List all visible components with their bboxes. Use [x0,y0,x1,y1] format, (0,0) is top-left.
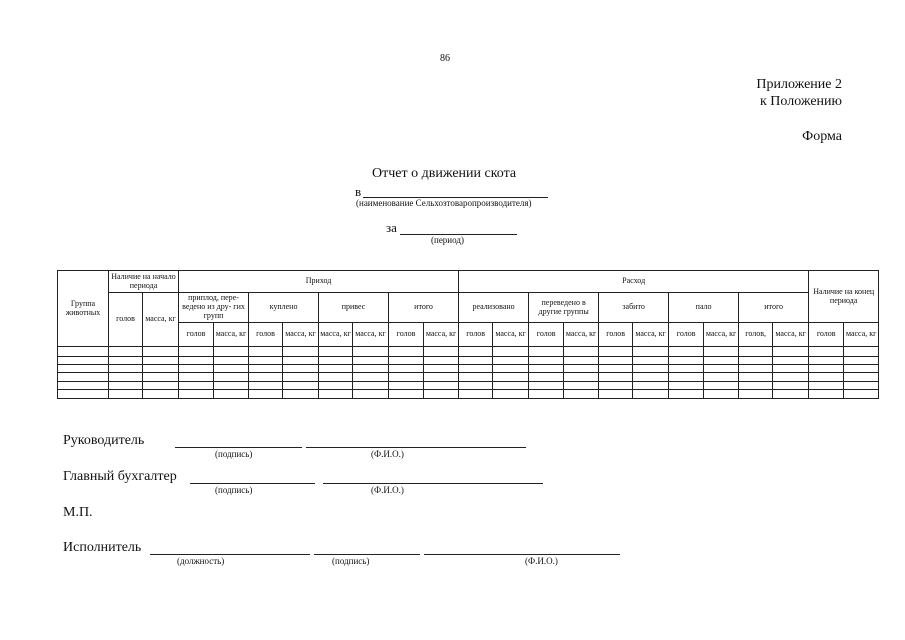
sub-heads: голов [669,323,704,347]
table-cell[interactable] [529,390,564,399]
table-cell[interactable] [143,373,179,382]
table-cell[interactable] [143,382,179,390]
table-cell[interactable] [844,382,879,390]
manager-name-field[interactable] [306,447,526,448]
table-cell[interactable] [529,373,564,382]
table-cell[interactable] [493,382,529,390]
table-cell[interactable] [739,382,773,390]
table-cell[interactable] [214,347,249,357]
header-expense-sold: реализовано [459,293,529,323]
table-cell[interactable] [353,365,389,373]
table-cell[interactable] [564,357,599,365]
form-label: Форма [802,129,842,144]
sub-mass: масса, кг [773,323,809,347]
table-cell[interactable] [58,382,109,390]
sub-heads: голов [179,323,214,347]
table-cell[interactable] [809,382,844,390]
table-cell[interactable] [214,390,249,399]
header-income-offspring: приплод, пере- ведено из дру- гих групп [179,293,249,323]
producer-caption: (наименование Сельхозтоваропроизводителя) [356,198,532,208]
table-cell[interactable] [459,382,493,390]
table-cell[interactable] [809,357,844,365]
table-cell[interactable] [143,347,179,357]
sub-heads: голов [249,323,283,347]
table-row [58,357,879,365]
table-cell[interactable] [283,390,319,399]
table-cell[interactable] [179,373,214,382]
sub-mass: масса, кг [704,323,739,347]
table-cell[interactable] [669,347,704,357]
table-cell[interactable] [283,373,319,382]
table-cell[interactable] [844,347,879,357]
executor-name-caption: (Ф.И.О.) [525,556,558,566]
table-cell[interactable] [459,373,493,382]
manager-name-caption: (Ф.И.О.) [371,449,404,459]
accountant-name-field[interactable] [323,483,543,484]
header-end-balance: Наличие на конец периода [809,271,879,323]
table-cell[interactable] [389,382,424,390]
executor-label: Исполнитель [63,540,142,555]
header-income-bought: куплено [249,293,319,323]
manager-signature-field[interactable] [175,447,302,448]
table-cell[interactable] [58,365,109,373]
table-cell[interactable] [319,382,353,390]
table-cell[interactable] [633,373,669,382]
table-cell[interactable] [739,373,773,382]
table-cell[interactable] [529,365,564,373]
table-cell[interactable] [809,373,844,382]
table-cell[interactable] [214,365,249,373]
table-cell[interactable] [844,390,879,399]
table-row [58,347,879,357]
table-cell[interactable] [564,365,599,373]
table-cell[interactable] [283,382,319,390]
table-cell[interactable] [109,347,143,357]
table-cell[interactable] [493,347,529,357]
table-cell[interactable] [353,357,389,365]
stamp-label: М.П. [63,505,93,520]
table-cell[interactable] [493,357,529,365]
table-cell[interactable] [283,357,319,365]
table-cell[interactable] [58,373,109,382]
table-cell[interactable] [564,373,599,382]
sub-heads: голов [599,323,633,347]
table-cell[interactable] [633,390,669,399]
table-cell[interactable] [389,373,424,382]
table-cell[interactable] [424,390,459,399]
table-cell[interactable] [704,347,739,357]
table-cell[interactable] [669,373,704,382]
table-cell[interactable] [389,347,424,357]
sub-mass: масса, кг [424,323,459,347]
table-cell[interactable] [319,357,353,365]
sub-mass: масса, кг [283,323,319,347]
table-row [58,382,879,390]
table-cell[interactable] [599,382,633,390]
sub-mass: масса, кг [844,323,879,347]
accountant-name-caption: (Ф.И.О.) [371,485,404,495]
table-cell[interactable] [179,390,214,399]
table-cell[interactable] [249,357,283,365]
table-cell[interactable] [669,390,704,399]
header-income-gain: привес [319,293,389,323]
appendix-line1: Приложение 2 [756,77,842,92]
executor-signature-field[interactable] [314,554,420,555]
table-cell[interactable] [633,365,669,373]
table-cell[interactable] [809,347,844,357]
table-row [58,373,879,382]
sub-mass: масса, кг [353,323,389,347]
table-cell[interactable] [353,373,389,382]
table-cell[interactable] [773,357,809,365]
table-row [58,390,879,399]
table-cell[interactable] [704,382,739,390]
table-cell[interactable] [493,373,529,382]
header-expense-slaughtered: забито [599,293,669,323]
sub-mass: масса, кг [564,323,599,347]
table-cell[interactable] [283,365,319,373]
table-cell[interactable] [633,347,669,357]
table-cell[interactable] [633,357,669,365]
table-cell[interactable] [459,347,493,357]
table-cell[interactable] [669,365,704,373]
chief-accountant-label: Главный бухгалтер [63,469,177,484]
sub-mass: масса, кг [493,323,529,347]
table-cell[interactable] [249,390,283,399]
report-title: Отчет о движении скота [372,166,517,181]
table-cell[interactable] [844,357,879,365]
table-cell[interactable] [633,382,669,390]
executor-name-field[interactable] [424,554,620,555]
table-cell[interactable] [599,347,633,357]
sub-heads-comma: голов, [739,323,773,347]
table-cell[interactable] [424,373,459,382]
sub-heads: голов [809,323,844,347]
executor-position-field[interactable] [150,554,310,555]
appendix-line2: к Положению [759,94,842,109]
table-cell[interactable] [109,382,143,390]
header-expense: Расход [459,271,809,293]
table-cell[interactable] [109,357,143,365]
table-cell[interactable] [564,382,599,390]
table-cell[interactable] [143,365,179,373]
table-cell[interactable] [353,382,389,390]
table-cell[interactable] [249,373,283,382]
manager-signature-caption: (подпись) [215,449,253,459]
table-cell[interactable] [58,390,109,399]
header-expense-died: пало [669,293,739,323]
table-cell[interactable] [739,390,773,399]
header-group: Группа животных [58,271,109,347]
table-cell[interactable] [249,382,283,390]
table-cell[interactable] [704,373,739,382]
table-cell[interactable] [669,382,704,390]
header-income: Приход [179,271,459,293]
table-cell[interactable] [704,365,739,373]
executor-position-caption: (должность) [177,556,225,566]
table-row [58,365,879,373]
table-cell[interactable] [214,357,249,365]
table-cell[interactable] [564,390,599,399]
sub-mass: масса, кг [633,323,669,347]
table-cell[interactable] [599,373,633,382]
table-cell[interactable] [424,347,459,357]
table-cell[interactable] [424,382,459,390]
table-cell[interactable] [459,357,493,365]
manager-label: Руководитель [63,433,145,448]
table-cell[interactable] [389,357,424,365]
table-cell[interactable] [599,365,633,373]
table-cell[interactable] [283,347,319,357]
table-cell[interactable] [809,390,844,399]
sub-mass: масса, кг [214,323,249,347]
table-cell[interactable] [669,357,704,365]
table-cell[interactable] [599,390,633,399]
table-cell[interactable] [773,373,809,382]
livestock-table [57,270,879,399]
table-cell[interactable] [773,365,809,373]
sub-heads: голов [529,323,564,347]
header-start-heads: голов [109,293,143,347]
table-cell[interactable] [319,347,353,357]
header-expense-transferred: переведено в другие группы [529,293,599,323]
table-cell[interactable] [529,347,564,357]
producer-prefix: в [355,184,362,199]
table-cell[interactable] [739,357,773,365]
table-cell[interactable] [739,347,773,357]
table-cell[interactable] [844,373,879,382]
accountant-signature-caption: (подпись) [215,485,253,495]
table-cell[interactable] [493,390,529,399]
table-cell[interactable] [319,373,353,382]
table-cell[interactable] [844,365,879,373]
table-cell[interactable] [704,390,739,399]
table-cell[interactable] [704,357,739,365]
table-cell[interactable] [109,365,143,373]
table-cell[interactable] [564,347,599,357]
table-cell[interactable] [529,357,564,365]
table-cell[interactable] [249,365,283,373]
table-cell[interactable] [109,373,143,382]
table-cell[interactable] [249,347,283,357]
table-cell[interactable] [58,357,109,365]
table-cell[interactable] [179,382,214,390]
table-cell[interactable] [353,347,389,357]
table-cell[interactable] [319,365,353,373]
table-cell[interactable] [529,382,564,390]
table-cell[interactable] [459,390,493,399]
sub-heads: голов [389,323,424,347]
sub-mass: масса, кг [319,323,353,347]
table-cell[interactable] [773,390,809,399]
table-cell[interactable] [493,365,529,373]
table-cell[interactable] [809,365,844,373]
table-cell[interactable] [459,365,493,373]
table-cell[interactable] [179,357,214,365]
table-cell[interactable] [389,365,424,373]
table-cell[interactable] [179,365,214,373]
period-prefix: за [386,220,397,235]
sub-heads: голов [459,323,493,347]
executor-signature-caption: (подпись) [332,556,370,566]
table-cell[interactable] [389,390,424,399]
table-cell[interactable] [143,357,179,365]
page-number: 86 [440,53,450,64]
header-income-total: итого [389,293,459,323]
table-cell[interactable] [739,365,773,373]
table-cell[interactable] [773,347,809,357]
header-expense-total: итого [739,293,809,323]
table-cell[interactable] [179,347,214,357]
period-caption: (период) [431,235,464,245]
table-cell[interactable] [109,390,143,399]
table-cell[interactable] [143,390,179,399]
table-cell[interactable] [773,382,809,390]
table-cell[interactable] [58,347,109,357]
accountant-signature-field[interactable] [190,483,315,484]
table-cell[interactable] [214,373,249,382]
table-cell[interactable] [353,390,389,399]
table-cell[interactable] [599,357,633,365]
table-cell[interactable] [424,365,459,373]
table-cell[interactable] [319,390,353,399]
header-start-mass: масса, кг [143,293,179,347]
table-cell[interactable] [214,382,249,390]
header-start-balance: Наличие на начало периода [109,271,179,293]
table-cell[interactable] [424,357,459,365]
